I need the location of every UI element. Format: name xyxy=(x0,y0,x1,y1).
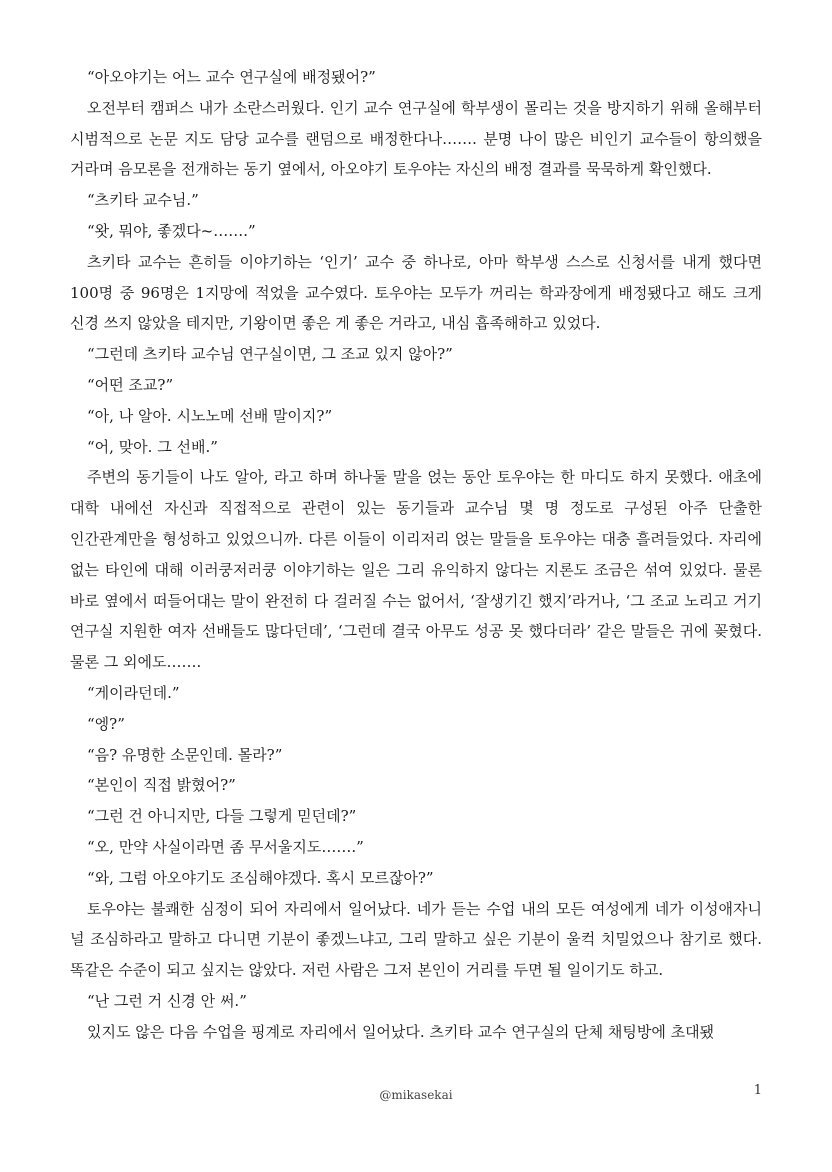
paragraph-3: “츠키타 교수님.” xyxy=(87,191,199,210)
paragraph-7: “어떤 조교?” xyxy=(87,375,174,394)
paragraph-4: “왓, 뭐야, 좋겠다~…….” xyxy=(87,221,256,240)
paragraph-12: “엥?” xyxy=(87,714,125,733)
paragraph-1: “아오야기는 어느 교수 연구실에 배정됐어?” xyxy=(87,68,376,86)
paragraph-9: “어, 맞아. 그 선배.” xyxy=(87,437,218,456)
paragraph-8: “아, 나 알아. 시노노메 선배 말이지?” xyxy=(87,406,333,425)
paragraph-10: 주변의 동기들이 나도 알아, 라고 하며 하나둘 말을 얹는 동안 토우야는 한 마디도 하지 못했다. 애초에 대학 내에선 자신과 직접적으로 관련이 있는 동기들과 교수님 몇 명 정도로 구성된 아주 단출한 인간관계만을 형성하고 있었으니까. 다른 이들이 이리저리 얹는 말들을 토우야는 대충 흘려들었다. 자리에 없는 타인에 대해 이러쿵저러쿵 이야기하는 일은 그리 유익하지 않다는 지론도 조금은 섞여 있었다. 물론 바로 옆에서 떠들어대는 말이 완전히 다 걸러질 수는 없어서, ‘잘생기긴 했지’라거나, ‘그 조교 노리고 거기 연구실 지원한 여자 선배들도 많다던데’, ‘그런데 결국 아무도 성공 못 했다더라’ 같은 말들은 귀에 꽂혔다. 물론 그 외에도……. xyxy=(70,468,762,672)
paragraph-5: 츠키타 교수는 흔히들 이야기하는 ‘인기’ 교수 중 하나로, 아마 학부생 스스로 신청서를 내게 했다면 100명 중 96명은 1지망에 적었을 교수였다. 토우야는 모두가 꺼리는 학과장에게 배정됐다고 해도 크게 신경 쓰지 않았을 테지만, 기왕이면 좋은 게 좋은 거라고, 내심 흡족해하고 있었다. xyxy=(70,252,762,333)
paragraph-18: 토우야는 불쾌한 심정이 되어 자리에서 일어났다. 네가 듣는 수업 내의 모든 여성에게 네가 이성애자니 널 조심하라고 말하고 다니면 기분이 좋겠느냐고, 그리 말하고 싶은 기분이 울컥 치밀었으나 참기로 했다. 똑같은 수준이 되고 싶지는 않았다. 저런 사람은 그저 본인이 거리를 두면 될 일이기도 하고. xyxy=(70,899,762,980)
page-number: 1 xyxy=(753,1083,762,1098)
paragraph-17: “와, 그럼 아오야기도 조심해야겠다. 혹시 모르잖아?” xyxy=(87,868,434,887)
paragraph-16: “오, 만약 사실이라면 좀 무서울지도…….” xyxy=(87,837,364,856)
paragraph-11: “게이라던데.” xyxy=(87,683,180,702)
paragraph-13: “음? 유명한 소문인데. 몰라?” xyxy=(87,745,283,764)
paragraph-6: “그런데 츠키타 교수님 연구실이면, 그 조교 있지 않아?” xyxy=(87,345,453,364)
document-body xyxy=(70,62,762,1048)
paragraph-20: 있지도 않은 다음 수업을 핑계로 자리에서 일어났다. 츠키타 교수 연구실의 단체 채팅방에 초대됐 xyxy=(87,1022,715,1041)
paragraph-19: “난 그런 거 신경 안 써.” xyxy=(87,991,247,1010)
paragraph-14: “본인이 직접 밝혔어?” xyxy=(87,776,236,795)
paragraph-15: “그런 건 아니지만, 다들 그렇게 믿던데?” xyxy=(87,807,357,826)
paragraph-2: 오전부터 캠퍼스 내가 소란스러웠다. 인기 교수 연구실에 학부생이 몰리는 것을 방지하기 위해 올해부터 시범적으로 논문 지도 담당 교수를 랜덤으로 배정한다나……. 분명 나이 많은 비인기 교수들이 항의했을 거라며 음모론을 전개하는 동기 옆에서, 아오야기 토우야는 자신의 배정 결과를 묵묵하게 확인했다. xyxy=(70,98,762,179)
footer-author: @mikasekai xyxy=(379,1088,453,1102)
